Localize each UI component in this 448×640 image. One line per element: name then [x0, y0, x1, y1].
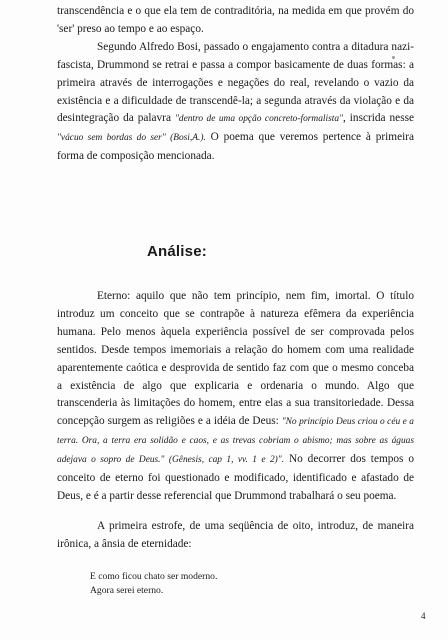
poem-excerpt — [90, 570, 217, 597]
poem-line: E como ficou chato ser moderno. — [90, 571, 218, 582]
eterno-paragraph — [57, 288, 414, 506]
strophe-paragraph: A primeira estrofe, de uma seqüência de oito, introduz, de maneira irônica, a ânsia de eternidade: — [57, 520, 414, 550]
analysis-section — [57, 288, 414, 506]
page-number: 4 — [421, 611, 426, 621]
analysis-heading: Análise: — [147, 243, 207, 260]
bosi-text-a: Segundo Alfredo Bosi, passado o engajamento contra a ditadura nazi-fascista, Drummond se retrai e passa a compor basicamente de duas formas: a primeira através de interrogações e negações do real, revelando o vazio da existência e a dificuldade de transcendê-la; a segunda através da violação e da desintegração da palavra — [57, 40, 414, 125]
bosi-quote-2: "vácuo sem bordas do ser" (Bosi,A.). — [57, 133, 206, 144]
bosi-text-b: , inscrida nesse — [342, 112, 414, 125]
intro-section — [57, 3, 414, 166]
genesis-quote: "No princípio Deus criou o céu e a terra. Ora, a terra era solidão e caos, e as trevas cobriam o abismo; mas sobre as águas adejava o sopro de Deus." (Gênesis, cap 1, vv. 1 e 2)". — [57, 417, 414, 466]
strophe-intro-section — [57, 518, 414, 554]
bosi-text-c: O poema que veremos pertence à primeira forma de composição mencionada. — [57, 131, 414, 163]
poem-line: Agora serei eterno. — [90, 584, 164, 596]
bosi-paragraph — [57, 39, 414, 166]
bosi-quote-1: "dentro de uma opção concreto-formalista" — [174, 114, 343, 125]
eterno-text-b: No decorrer dos tempos o conceito de eterno foi questionado e modificado, identificado e afastado de Deus, e é a partir desse referencial que Drummond trabalhará o seu poema. — [57, 453, 414, 502]
eterno-text-a: Eterno: aquilo que não tem princípio, nem fim, imortal. O título introduz um conceito que se contrapõe à natureza efêmera da experiência humana. Pelo menos àquela experiência possível de ser comprovada pelos sentidos. Desde tempos imemoriais a relação do homem com uma realidade aparentemente caótica e desprovida de sentido faz com que o mesmo conceba a existência de algo que explicaria e ordenaria o mundo. Algo que transcenderia às limitações do homem, entre elas a sua transitoriedade. Dessa concepção surgem as religiões e a idéia de Deus: — [57, 290, 414, 428]
continuation-paragraph: transcendência e o que ela tem de contraditória, na medida em que provém do 'ser' preso ao tempo e ao espaço. — [57, 5, 414, 35]
